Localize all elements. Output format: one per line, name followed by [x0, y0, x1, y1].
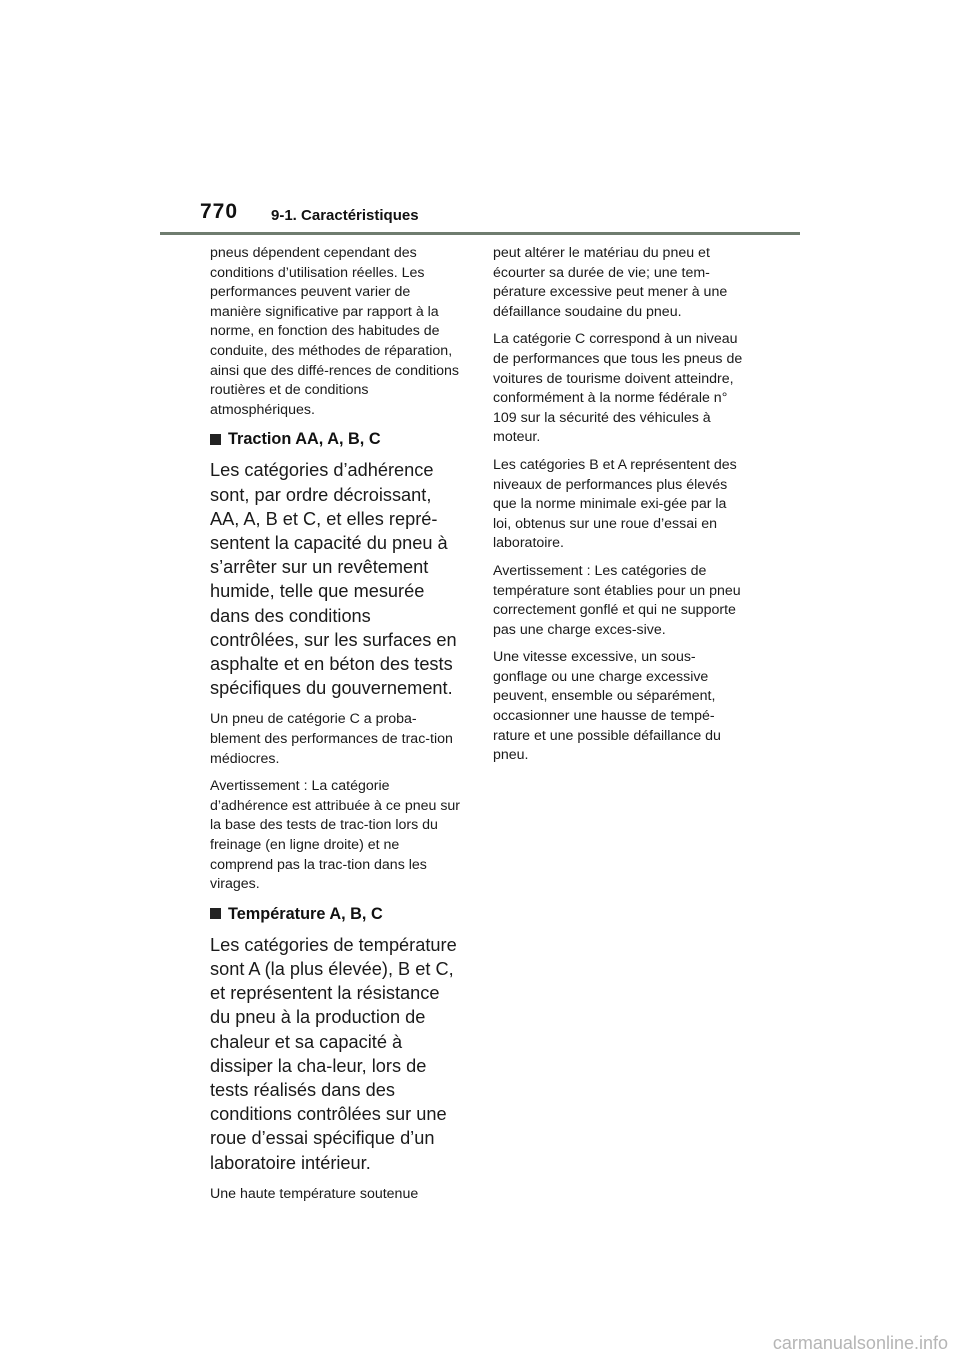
- paragraph-temperature-continued: peut altérer le matériau du pneu et écourter sa durée de vie; une tem-pérature excessive peut mener à une défaillance soudaine du pneu.: [493, 245, 728, 320]
- paragraph-temperature: Les catégories de température sont A (la plus élevée), B et C, et représentent la résistance du pneu à la production de chaleur et sa capacité à dissiper la cha-leur, lors de tests réalisés dans des conditions contrôlées sur une roue d’essai spécifique d’un laboratoire intérieur.: [210, 934, 457, 1173]
- heading-traction: [210, 428, 462, 450]
- heading-temperature-label: Température A, B, C: [228, 904, 383, 923]
- section-title: 9-1. Caractéristiques: [271, 207, 419, 224]
- paragraph-traction-warning: Avertissement : La catégorie d’adhérence est attribuée à ce pneu sur la base des tests de trac-tion lors du freinage (en ligne droite) et ne comprend pas la trac-tion dans les virages.: [210, 778, 461, 893]
- paragraph-traction: Les catégories d’adhérence sont, par ordre décroissant, AA, A, B et C, et elles repré-sentent la capacité du pneu à s’arrêter sur un revêtement humide, telle que mesurée dans des conditions contrôlées, sur les surfaces en asphalte et en béton des tests spécifiques du gouvernement.: [210, 460, 457, 699]
- square-bullet-icon: [210, 908, 221, 919]
- right-column: [493, 244, 745, 774]
- paragraph-excessive-speed: Une vitesse excessive, un sous-gonflage ou une charge excessive peuvent, ensemble ou séparément, occasionner une hausse de tempé-rature et une possible défaillance du pneu.: [493, 649, 721, 764]
- header-rule: [160, 232, 800, 235]
- paragraph-temperature-high: Une haute température soutenue: [210, 1185, 419, 1202]
- heading-traction-label: Traction AA, A, B, C: [228, 430, 381, 449]
- paragraph-traction-c: Un pneu de catégorie C a proba-blement des performances de trac-tion médiocres.: [210, 711, 453, 767]
- paragraph-category-c: La catégorie C correspond à un niveau de performances que tous les pneus de voitures de tourisme doivent atteindre, conformément à la norme fédérale n° 109 sur la sécurité des véhicules à moteur.: [493, 331, 743, 446]
- page-number: 770: [200, 200, 239, 223]
- paragraph-category-b-a: Les catégories B et A représentent des niveaux de performances plus élevés que la norme minimale exi-gée par la loi, obtenus sur une roue d’essai en laboratoire.: [493, 456, 737, 552]
- square-bullet-icon: [210, 434, 221, 445]
- heading-temperature: [210, 903, 462, 925]
- left-column: [210, 244, 462, 1212]
- paragraph-temperature-warning: Avertissement : Les catégories de température sont établies pour un pneu correctement gonflé et qui ne supporte pas une charge exces-sive.: [493, 562, 741, 638]
- watermark: carmanualsonline.info: [772, 1333, 948, 1353]
- paragraph-tire-conditions: pneus dépendent cependant des conditions d’utilisation réelles. Les performances peuvent varier de manière significative par rapport à la norme, en fonction des habitudes de conduite, des méthodes de réparation, ainsi que des diffé-rences de conditions routières et de conditions atmosphériques.: [210, 245, 459, 418]
